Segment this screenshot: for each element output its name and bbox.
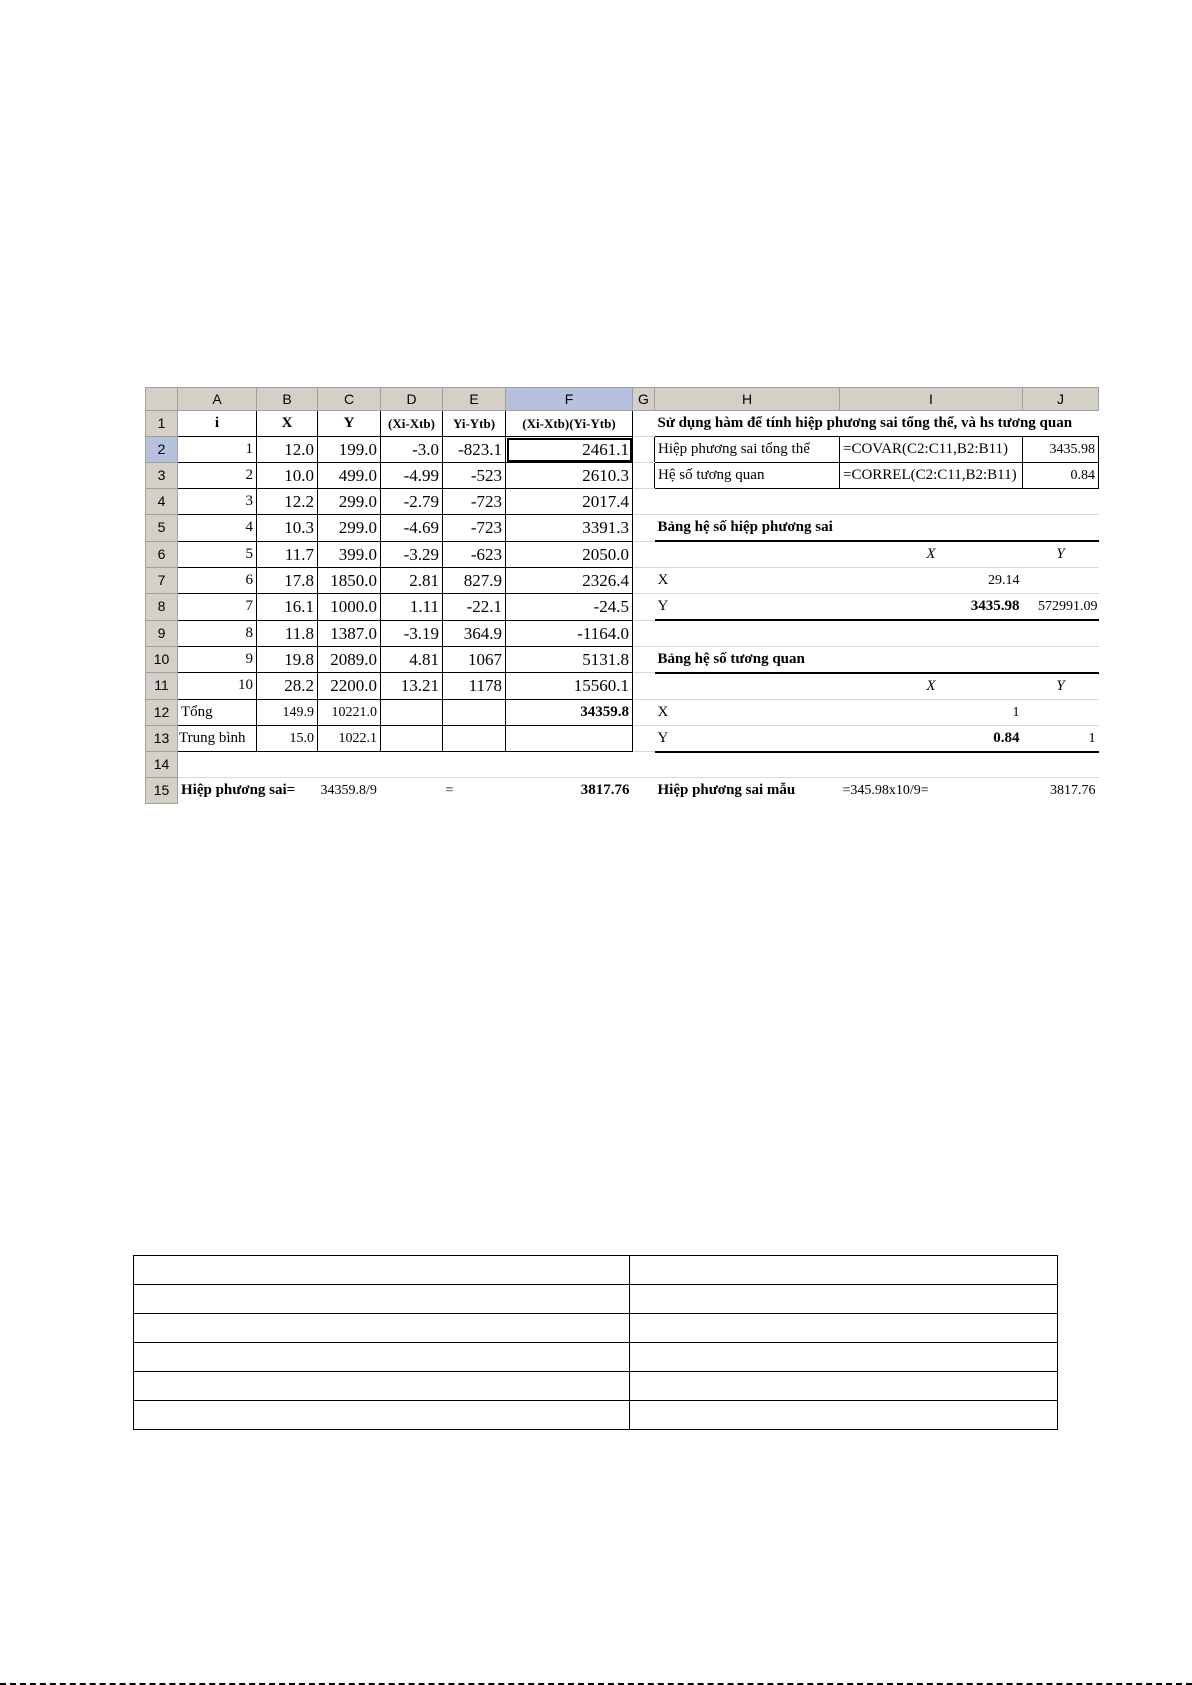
col-header-f[interactable]: F	[506, 388, 633, 411]
total-product[interactable]: 34359.8	[506, 699, 633, 725]
row-number[interactable]: 5	[146, 515, 178, 542]
empty-grid	[133, 1255, 1058, 1430]
sheet-row	[146, 541, 1099, 568]
cell-y[interactable]: 299.0	[318, 515, 381, 542]
empty-cell	[134, 1372, 630, 1401]
row-number[interactable]: 10	[146, 646, 178, 673]
corr-yx[interactable]: 0.84	[840, 725, 1023, 752]
correl-value[interactable]: 0.84	[1023, 463, 1099, 489]
cell[interactable]	[443, 725, 506, 752]
col-header-e[interactable]: E	[443, 388, 506, 411]
cell-y[interactable]: 2200.0	[318, 673, 381, 700]
cell-y[interactable]: 399.0	[318, 541, 381, 568]
cell-product[interactable]: 15560.1	[506, 673, 633, 700]
corr-col-y[interactable]: Y	[1023, 673, 1099, 700]
col-header-b[interactable]: B	[257, 388, 318, 411]
cell-product[interactable]: 5131.8	[506, 646, 633, 673]
cell-x[interactable]: 28.2	[257, 673, 318, 700]
col-header-h[interactable]: H	[655, 388, 840, 411]
cell[interactable]	[1023, 568, 1099, 594]
cell-i[interactable]: 4	[178, 515, 257, 542]
cell[interactable]	[633, 568, 655, 594]
cell-product[interactable]: 2017.4	[506, 489, 633, 515]
row-number[interactable]: 7	[146, 568, 178, 594]
cell-dy[interactable]: 827.9	[443, 568, 506, 594]
cell-x[interactable]: 10.3	[257, 515, 318, 542]
corr-yy[interactable]: 1	[1023, 725, 1099, 752]
cell[interactable]	[633, 463, 655, 489]
cell-dx[interactable]: 4.81	[381, 646, 443, 673]
cell[interactable]	[655, 541, 840, 568]
cov-formula[interactable]: 34359.8/9	[320, 783, 377, 799]
cell-i[interactable]: 1	[178, 437, 257, 463]
sample-formula[interactable]: =345.98x10/9=	[842, 783, 929, 799]
cell-dy[interactable]: 1067	[443, 646, 506, 673]
cell[interactable]	[633, 699, 655, 725]
col-header-j[interactable]: J	[1023, 388, 1099, 411]
cell-dx[interactable]: -3.19	[381, 620, 443, 646]
sheet-row	[146, 594, 1099, 621]
cov-label[interactable]: Hiệp phương sai=	[181, 782, 296, 799]
cell[interactable]	[840, 752, 1023, 778]
cell-dx[interactable]: 1.11	[381, 594, 443, 621]
cell-y[interactable]: 1000.0	[318, 594, 381, 621]
col-header-d[interactable]: D	[381, 388, 443, 411]
cell[interactable]	[840, 646, 1023, 673]
cell-y[interactable]: 1850.0	[318, 568, 381, 594]
cell[interactable]	[633, 778, 655, 804]
cell-dy[interactable]: -723	[443, 489, 506, 515]
sheet-row	[146, 673, 1099, 700]
cell[interactable]	[443, 752, 506, 778]
cov-col-y[interactable]: Y	[1023, 541, 1099, 568]
cell[interactable]	[506, 752, 633, 778]
cell-x[interactable]: 11.8	[257, 620, 318, 646]
header-cell-i[interactable]: i	[178, 411, 257, 437]
cell[interactable]	[178, 752, 257, 778]
cell[interactable]	[655, 752, 840, 778]
cell-y[interactable]: 499.0	[318, 463, 381, 489]
cell-x[interactable]: 19.8	[257, 646, 318, 673]
empty-row	[134, 1314, 1058, 1343]
cell[interactable]	[381, 699, 443, 725]
col-header-g[interactable]: G	[633, 388, 655, 411]
cell-x[interactable]: 11.7	[257, 541, 318, 568]
cell[interactable]	[633, 620, 655, 646]
cell-dy[interactable]: -623	[443, 541, 506, 568]
cell[interactable]	[840, 515, 1023, 542]
covar-formula[interactable]: =COVAR(C2:C11,B2:B11)	[840, 437, 1023, 463]
header-cell-dx[interactable]: (Xi-Xtb)	[381, 411, 443, 437]
spreadsheet-grid	[145, 387, 1099, 804]
empty-cell	[134, 1343, 630, 1372]
corr-col-x[interactable]: X	[840, 673, 1023, 700]
cell[interactable]	[655, 489, 840, 515]
empty-row	[134, 1285, 1058, 1314]
empty-cell	[630, 1256, 1058, 1285]
col-header-i[interactable]: I	[840, 388, 1023, 411]
cell[interactable]	[633, 725, 655, 752]
cell[interactable]	[633, 541, 655, 568]
cell-dx[interactable]: 2.81	[381, 568, 443, 594]
cell-i[interactable]: 10	[178, 673, 257, 700]
cell-dx[interactable]: -2.79	[381, 489, 443, 515]
empty-table	[133, 1255, 1058, 1430]
row-number[interactable]: 4	[146, 489, 178, 515]
cell-x[interactable]: 10.0	[257, 463, 318, 489]
col-header-a[interactable]: A	[178, 388, 257, 411]
empty-cell	[134, 1256, 630, 1285]
cell-i[interactable]: 7	[178, 594, 257, 621]
corr-matrix-title[interactable]: Bảng hệ số tương quan	[655, 646, 840, 673]
right-title[interactable]: Sử dụng hàm để tính hiệp phương sai tổng thể, và hs tương quan	[657, 415, 1073, 431]
cov-col-x[interactable]: X	[840, 541, 1023, 568]
cell-dy[interactable]: -523	[443, 463, 506, 489]
cov-matrix-title[interactable]: Bảng hệ số hiệp phương sai	[655, 515, 840, 542]
cell-i[interactable]: 6	[178, 568, 257, 594]
cell-dx[interactable]: 13.21	[381, 673, 443, 700]
covar-value[interactable]: 3435.98	[1023, 437, 1099, 463]
corr-row-y[interactable]: Y	[655, 725, 840, 752]
cell[interactable]	[633, 673, 655, 700]
cell[interactable]	[655, 620, 840, 646]
header-cell-dy[interactable]: Yi-Ytb)	[443, 411, 506, 437]
row-number[interactable]: 15	[146, 778, 178, 804]
header-cell-x[interactable]: X	[257, 411, 318, 437]
cell-i[interactable]: 3	[178, 489, 257, 515]
mean-label[interactable]: Trung bình	[178, 725, 257, 752]
cell[interactable]	[381, 752, 443, 778]
cell-i[interactable]: 9	[178, 646, 257, 673]
cell[interactable]	[1023, 752, 1099, 778]
cell-dx[interactable]: -3.29	[381, 541, 443, 568]
total-x[interactable]: 149.9	[257, 699, 318, 725]
empty-cell	[134, 1314, 630, 1343]
cell-dx[interactable]: -4.99	[381, 463, 443, 489]
select-all-corner[interactable]	[146, 388, 178, 411]
cell[interactable]	[506, 725, 633, 752]
row-number[interactable]: 9	[146, 620, 178, 646]
empty-row	[134, 1401, 1058, 1430]
cell-i[interactable]: 2	[178, 463, 257, 489]
cell-dx[interactable]: -3.0	[381, 437, 443, 463]
total-y[interactable]: 10221.0	[318, 699, 381, 725]
cell[interactable]	[257, 752, 318, 778]
sheet-row	[146, 752, 1099, 778]
header-cell-y[interactable]: Y	[318, 411, 381, 437]
correl-formula[interactable]: =CORREL(C2:C11,B2:B11)	[840, 463, 1023, 489]
cell-dy[interactable]: -823.1	[443, 437, 506, 463]
cov-value[interactable]: 3817.76	[580, 782, 630, 799]
sheet-row	[146, 411, 1099, 437]
row-number[interactable]: 2	[146, 437, 178, 463]
row-number[interactable]: 14	[146, 752, 178, 778]
cov-yx[interactable]: 3435.98	[840, 594, 1023, 621]
row-number[interactable]: 1	[146, 411, 178, 437]
empty-row	[134, 1256, 1058, 1285]
cell[interactable]	[1023, 489, 1099, 515]
cell-product[interactable]: 2610.3	[506, 463, 633, 489]
row-number[interactable]: 6	[146, 541, 178, 568]
cell-y[interactable]: 2089.0	[318, 646, 381, 673]
mean-y[interactable]: 1022.1	[318, 725, 381, 752]
cell[interactable]	[443, 699, 506, 725]
sheet-row	[146, 725, 1099, 752]
row-number[interactable]: 12	[146, 699, 178, 725]
cell-dy[interactable]: 1178	[443, 673, 506, 700]
covar-label[interactable]: Hiệp phương sai tổng thể	[655, 437, 840, 463]
corr-row-x[interactable]: X	[655, 699, 840, 725]
row-number[interactable]: 8	[146, 594, 178, 621]
cell[interactable]	[633, 411, 655, 437]
sheet-row	[146, 620, 1099, 646]
corr-xx[interactable]: 1	[840, 699, 1023, 725]
sheet-row	[146, 568, 1099, 594]
cell-x[interactable]: 16.1	[257, 594, 318, 621]
row-number[interactable]: 3	[146, 463, 178, 489]
empty-row	[134, 1343, 1058, 1372]
spreadsheet	[145, 387, 1098, 804]
cell[interactable]	[655, 673, 840, 700]
cell-product[interactable]: 2050.0	[506, 541, 633, 568]
header-cell-product[interactable]: (Xi-Xtb)(Yi-Ytb)	[506, 411, 633, 437]
empty-cell	[630, 1343, 1058, 1372]
sheet-row	[146, 515, 1099, 542]
cell[interactable]	[1023, 646, 1099, 673]
cell[interactable]	[633, 594, 655, 621]
col-header-c[interactable]: C	[318, 388, 381, 411]
sheet-row	[146, 699, 1099, 725]
cell-x[interactable]: 12.0	[257, 437, 318, 463]
cell[interactable]	[633, 646, 655, 673]
cell-dx[interactable]: -4.69	[381, 515, 443, 542]
cell-dy[interactable]: -723	[443, 515, 506, 542]
mean-x[interactable]: 15.0	[257, 725, 318, 752]
cov-xx[interactable]: 29.14	[840, 568, 1023, 594]
cov-row-y[interactable]: Y	[655, 594, 840, 621]
cell-y[interactable]: 199.0	[318, 437, 381, 463]
sheet-row	[146, 646, 1099, 673]
cell[interactable]	[840, 489, 1023, 515]
empty-cell	[630, 1372, 1058, 1401]
cell-dy[interactable]: 364.9	[443, 620, 506, 646]
cov-equals[interactable]: =	[445, 783, 454, 799]
cell[interactable]	[318, 752, 381, 778]
cell[interactable]	[633, 489, 655, 515]
cell-dy[interactable]: -22.1	[443, 594, 506, 621]
empty-cell	[134, 1401, 630, 1430]
sheet-row	[146, 489, 1099, 515]
cell-product[interactable]: -1164.0	[506, 620, 633, 646]
cell-product[interactable]: 3391.3	[506, 515, 633, 542]
cell[interactable]	[381, 725, 443, 752]
cell-x[interactable]: 12.2	[257, 489, 318, 515]
cell-product[interactable]: 2326.4	[506, 568, 633, 594]
sample-label[interactable]: Hiệp phương sai mẫu	[657, 782, 796, 799]
cell-x[interactable]: 17.8	[257, 568, 318, 594]
cell-i[interactable]: 5	[178, 541, 257, 568]
column-header-row	[146, 388, 1099, 411]
cell[interactable]	[1023, 620, 1099, 646]
cell-y[interactable]: 299.0	[318, 489, 381, 515]
sheet-row	[146, 778, 1099, 804]
active-cell-f2[interactable]: 2461.1	[506, 437, 633, 463]
cell-y[interactable]: 1387.0	[318, 620, 381, 646]
empty-cell	[630, 1285, 1058, 1314]
sample-value[interactable]: 3817.76	[1050, 783, 1096, 799]
empty-cell	[134, 1285, 630, 1314]
cell[interactable]	[1023, 515, 1099, 542]
row-number[interactable]: 13	[146, 725, 178, 752]
sheet-row	[146, 437, 1099, 463]
cell-i[interactable]: 8	[178, 620, 257, 646]
cell[interactable]	[633, 752, 655, 778]
empty-cell	[630, 1314, 1058, 1343]
cell[interactable]	[633, 437, 655, 463]
empty-cell	[630, 1401, 1058, 1430]
cov-yy[interactable]: 572991.09	[1023, 594, 1099, 621]
cell[interactable]	[1023, 699, 1099, 725]
cov-row-x[interactable]: X	[655, 568, 840, 594]
empty-row	[134, 1372, 1058, 1401]
cell[interactable]	[633, 515, 655, 542]
total-label[interactable]: Tổng	[178, 699, 257, 725]
cell-product[interactable]: -24.5	[506, 594, 633, 621]
row-number[interactable]: 11	[146, 673, 178, 700]
cell[interactable]	[840, 620, 1023, 646]
sheet-row	[146, 463, 1099, 489]
correl-label[interactable]: Hệ số tương quan	[655, 463, 840, 489]
